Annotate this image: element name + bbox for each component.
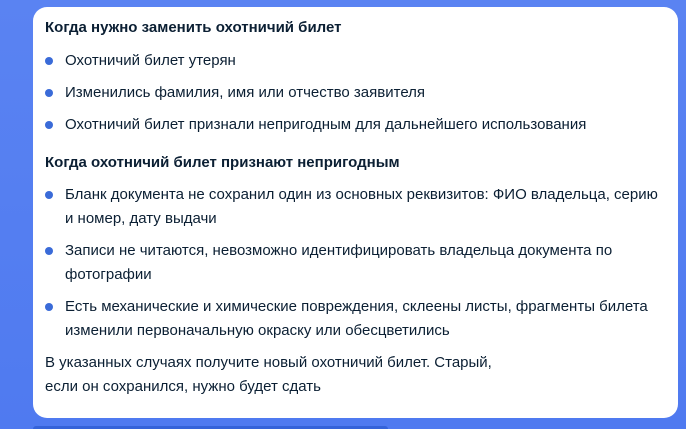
list-item bbox=[45, 49, 666, 73]
list-item-text: Охотничий билет признали непригодным для дальнейшего использования bbox=[65, 116, 587, 133]
list-item-text: Охотничий билет утерян bbox=[65, 52, 236, 69]
list-item bbox=[45, 183, 666, 231]
list-item-text: Есть механические и химические повреждения, склеены листы, фрагменты билета изменили первоначальную окраску или обесцветились bbox=[65, 298, 648, 339]
unfit-reasons-list bbox=[45, 183, 666, 343]
list-item-text: Записи не читаются, невозможно идентифицировать владельца документа по фотографии bbox=[65, 242, 613, 283]
info-card bbox=[33, 7, 678, 418]
list-item-text: Бланк документа не сохранил один из основных реквизитов: ФИО владельца, серию и номер, дату выдачи bbox=[65, 186, 658, 227]
section-title-unfit: Когда охотничий билет признают непригодным bbox=[45, 154, 400, 171]
bullet-icon bbox=[45, 89, 53, 97]
footer-note: В указанных случаях получите новый охотничий билет. Старый, если он сохранился, нужно будет сдать bbox=[45, 354, 492, 395]
bullet-icon bbox=[45, 191, 53, 199]
bullet-icon bbox=[45, 57, 53, 65]
list-item bbox=[45, 295, 666, 343]
section-title-replace: Когда нужно заменить охотничий билет bbox=[45, 19, 342, 36]
list-item-text: Изменились фамилия, имя или отчество заявителя bbox=[65, 84, 426, 101]
bullet-icon bbox=[45, 247, 53, 255]
list-item bbox=[45, 81, 666, 105]
bullet-icon bbox=[45, 121, 53, 129]
list-item bbox=[45, 113, 666, 137]
bullet-icon bbox=[45, 303, 53, 311]
list-item bbox=[45, 239, 666, 287]
replace-reasons-list bbox=[45, 49, 666, 137]
